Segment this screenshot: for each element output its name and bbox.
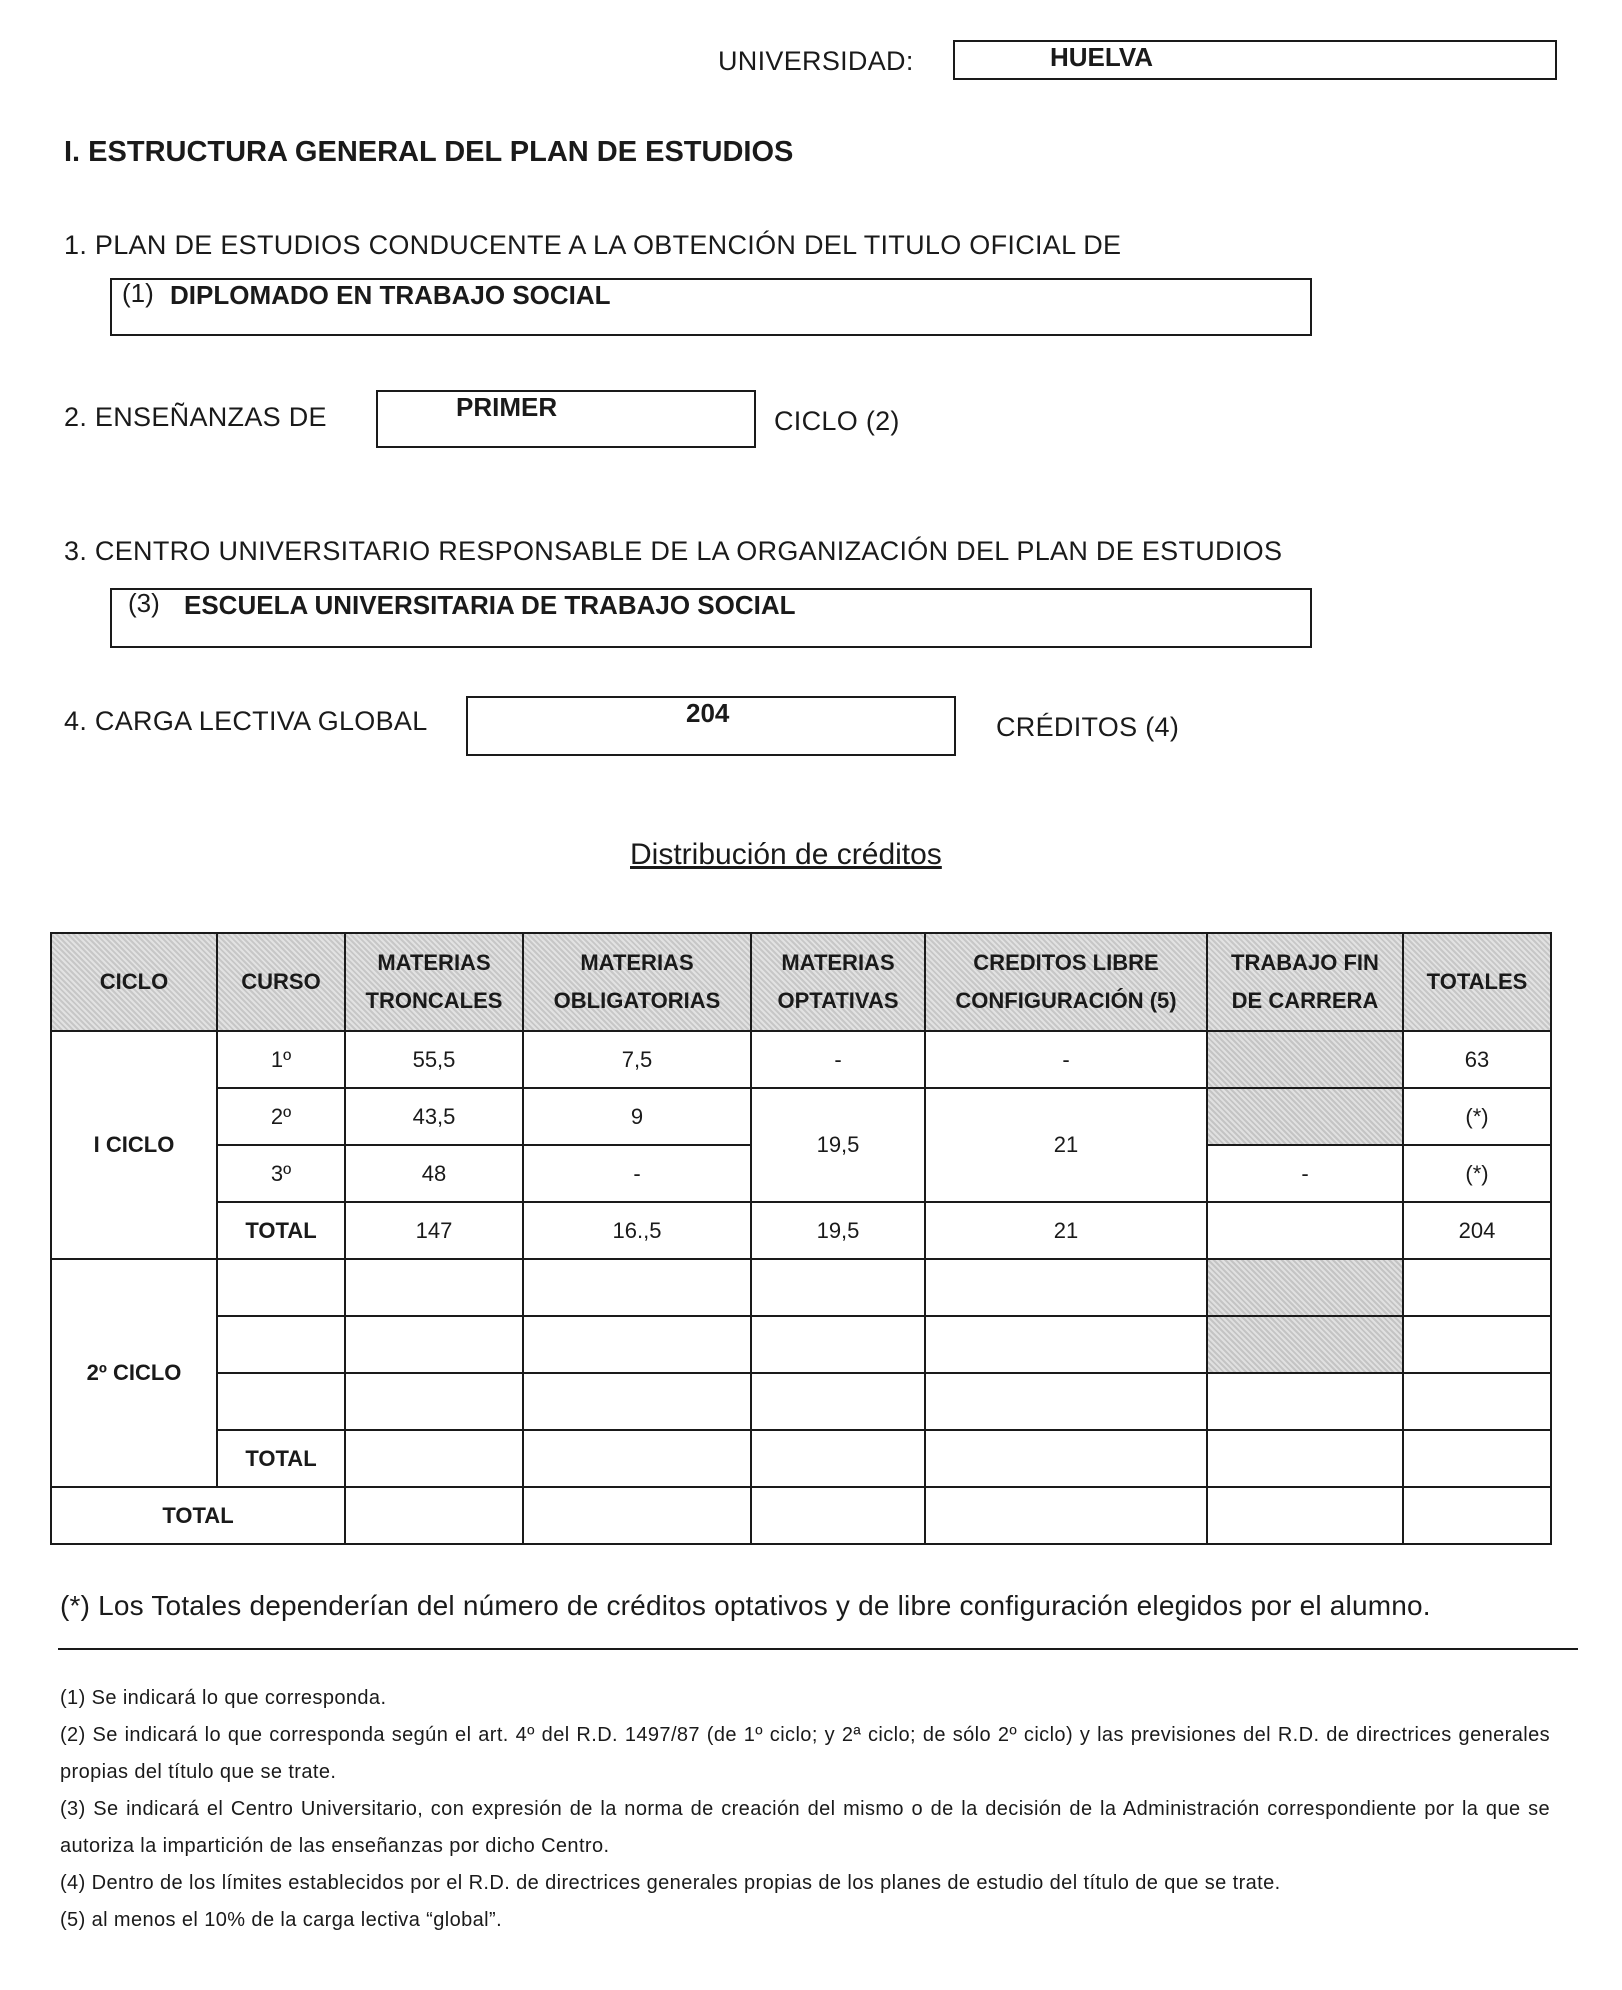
header-ciclo: CICLO	[51, 933, 217, 1031]
cell-empty	[751, 1373, 925, 1430]
cell-empty	[925, 1487, 1207, 1544]
cell-empty	[523, 1373, 751, 1430]
centro-label: 3. CENTRO UNIVERSITARIO RESPONSABLE DE LA ORGANIZACIÓN DEL PLAN DE ESTUDIOS	[64, 536, 1283, 566]
cell-empty	[925, 1373, 1207, 1430]
cell-empty	[523, 1316, 751, 1373]
table-row	[51, 1088, 1551, 1145]
cell-empty	[217, 1259, 345, 1316]
cell-optativas: -	[751, 1031, 925, 1088]
cell-libre: 21	[925, 1202, 1207, 1259]
cell-obligatorias: 16.,5	[523, 1202, 751, 1259]
cell-obligatorias: 9	[523, 1088, 751, 1145]
universidad-label: UNIVERSIDAD:	[718, 46, 914, 76]
footnote-divider	[58, 1648, 1578, 1650]
header-optativas: MATERIAS OPTATIVAS	[751, 933, 925, 1031]
table-row	[51, 1373, 1551, 1430]
table-row	[51, 1316, 1551, 1373]
cell-empty	[925, 1316, 1207, 1373]
distribution-table	[50, 932, 1552, 1545]
cell-obligatorias: 7,5	[523, 1031, 751, 1088]
cell-troncales: 48	[345, 1145, 523, 1202]
cell-fin-shaded	[1207, 1088, 1403, 1145]
cell-empty	[1207, 1487, 1403, 1544]
cell-empty	[345, 1259, 523, 1316]
cell-empty	[751, 1316, 925, 1373]
header-troncales: MATERIAS TRONCALES	[345, 933, 523, 1031]
carga-value: 204	[686, 698, 730, 728]
table-row	[51, 1202, 1551, 1259]
cell-empty	[1403, 1430, 1551, 1487]
cell-empty	[217, 1373, 345, 1430]
ciclo2-label: 2º CICLO	[51, 1259, 217, 1487]
cell-totales: (*)	[1403, 1145, 1551, 1202]
header-obligatorias: MATERIAS OBLIGATORIAS	[523, 933, 751, 1031]
distribution-title: Distribución de créditos	[630, 838, 942, 871]
cell-curso: 2º	[217, 1088, 345, 1145]
cell-empty	[1207, 1373, 1403, 1430]
cell-empty	[345, 1373, 523, 1430]
cell-empty	[1207, 1430, 1403, 1487]
cell-curso: 1º	[217, 1031, 345, 1088]
cell-troncales: 43,5	[345, 1088, 523, 1145]
ensenanzas-value: PRIMER	[456, 392, 558, 422]
ciclo1-label: I CICLO	[51, 1031, 217, 1259]
cell-empty	[1403, 1259, 1551, 1316]
cell-totales: (*)	[1403, 1088, 1551, 1145]
grand-total-label: TOTAL	[51, 1487, 345, 1544]
cell-empty	[345, 1487, 523, 1544]
cell-troncales: 147	[345, 1202, 523, 1259]
cell-empty	[523, 1259, 751, 1316]
ensenanzas-box	[376, 390, 756, 448]
footnote-3: (3) Se indicará el Centro Universitario, con expresión de la norma de creación del mismo o de la decisión de la Administración correspondiente por la que se autoriza la impartición de las enseñanzas por dicho Centro.	[60, 1798, 1550, 1857]
footnote-5: (5) al menos el 10% de la carga lectiva “global”.	[60, 1909, 503, 1931]
cell-empty	[925, 1259, 1207, 1316]
cell-empty	[345, 1316, 523, 1373]
footnote-2: (2) Se indicará lo que corresponda según el art. 4º del R.D. 1497/87 (de 1º ciclo; y 2ª ciclo; de sólo 2º ciclo) y las previsiones del R.D. de directrices generales propias del título que se trate.	[60, 1724, 1550, 1783]
cell-libre: -	[925, 1031, 1207, 1088]
cell-fin-shaded	[1207, 1259, 1403, 1316]
section-title: I. ESTRUCTURA GENERAL DEL PLAN DE ESTUDIOS	[64, 136, 794, 168]
cell-fin-shaded	[1207, 1316, 1403, 1373]
table-header-row	[51, 933, 1551, 1031]
ciclo-suffix: CICLO (2)	[774, 406, 900, 436]
header-trabajo-fin: TRABAJO FIN DE CARRERA	[1207, 933, 1403, 1031]
centro-num: (3)	[128, 588, 160, 618]
cell-empty	[751, 1259, 925, 1316]
cell-troncales: 55,5	[345, 1031, 523, 1088]
table-row	[51, 1430, 1551, 1487]
cell-fin-shaded	[1207, 1031, 1403, 1088]
plan-label: 1. PLAN DE ESTUDIOS CONDUCENTE A LA OBTENCIÓN DEL TITULO OFICIAL DE	[64, 230, 1122, 260]
footnote-4: (4) Dentro de los límites establecidos por el R.D. de directrices generales propias de los planes de estudio del título de que se trate.	[60, 1872, 1281, 1894]
header-libre-configuracion: CREDITOS LIBRE CONFIGURACIÓN (5)	[925, 933, 1207, 1031]
cell-empty	[1403, 1316, 1551, 1373]
cell-empty	[523, 1487, 751, 1544]
footnote-1: (1) Se indicará lo que corresponda.	[60, 1687, 387, 1709]
cell-empty	[217, 1316, 345, 1373]
cell-curso: 3º	[217, 1145, 345, 1202]
header-totales: TOTALES	[1403, 933, 1551, 1031]
plan-num: (1)	[122, 278, 154, 308]
creditos-suffix: CRÉDITOS (4)	[996, 712, 1180, 742]
cell-totales: 63	[1403, 1031, 1551, 1088]
cell-fin	[1207, 1202, 1403, 1259]
cell-libre-merged: 21	[925, 1088, 1207, 1202]
cell-totales: 204	[1403, 1202, 1551, 1259]
cell-empty	[1403, 1487, 1551, 1544]
cell-empty	[925, 1430, 1207, 1487]
cell-empty	[345, 1430, 523, 1487]
universidad-value: HUELVA	[1050, 42, 1154, 72]
star-note: (*) Los Totales dependerían del número de créditos optativos y de libre configuración elegidos por el alumno.	[60, 1590, 1431, 1621]
ensenanzas-label: 2. ENSEÑANZAS DE	[64, 402, 327, 432]
table-row	[51, 1031, 1551, 1088]
table-row-grand-total	[51, 1487, 1551, 1544]
table-row	[51, 1259, 1551, 1316]
cell-fin: -	[1207, 1145, 1403, 1202]
plan-value: DIPLOMADO EN TRABAJO SOCIAL	[170, 280, 611, 310]
cell-empty	[751, 1430, 925, 1487]
cell-optativas: 19,5	[751, 1202, 925, 1259]
cell-empty	[751, 1487, 925, 1544]
cell-curso-total: TOTAL	[217, 1430, 345, 1487]
cell-optativas-merged: 19,5	[751, 1088, 925, 1202]
header-curso: CURSO	[217, 933, 345, 1031]
carga-label: 4. CARGA LECTIVA GLOBAL	[64, 706, 428, 736]
cell-empty	[1403, 1373, 1551, 1430]
cell-empty	[523, 1430, 751, 1487]
centro-value: ESCUELA UNIVERSITARIA DE TRABAJO SOCIAL	[184, 590, 796, 620]
cell-obligatorias: -	[523, 1145, 751, 1202]
cell-curso-total: TOTAL	[217, 1202, 345, 1259]
universidad-box	[953, 40, 1557, 80]
footnotes	[60, 1680, 1550, 1939]
